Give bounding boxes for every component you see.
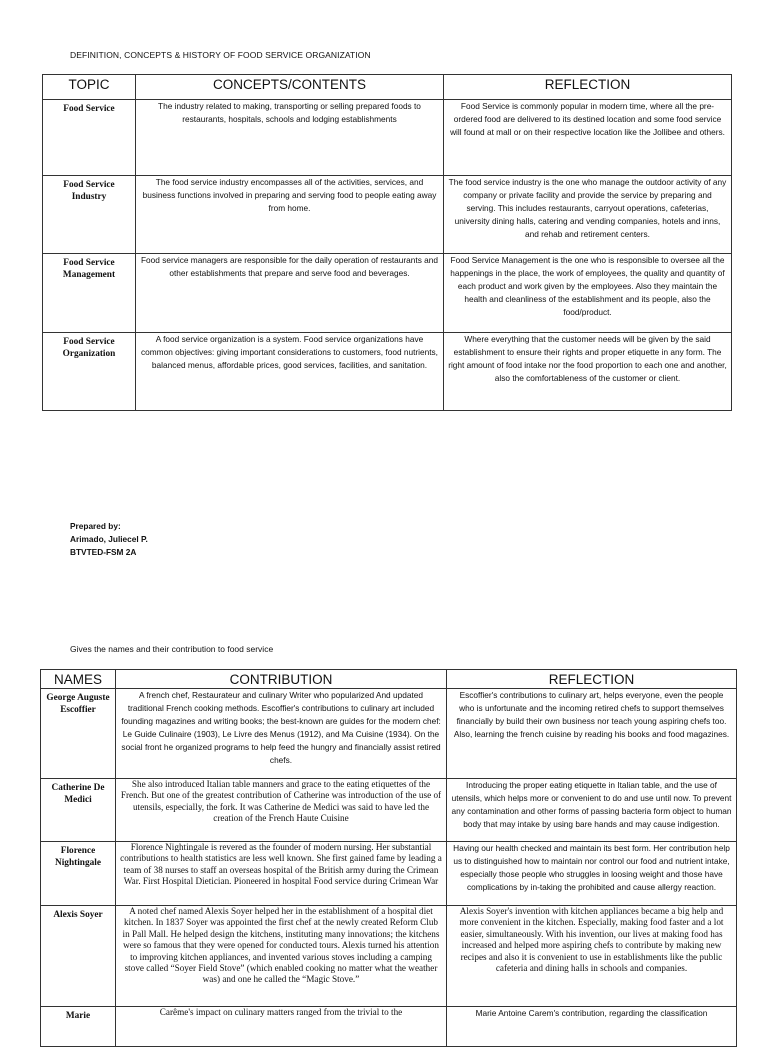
author-section: BTVTED-FSM 2A [70, 547, 137, 557]
contribution-cell: Florence Nightingale is revered as the founder of modern nursing. Her substantial contributions to health statistics are less well known. She first gained fame by leading a team of 38 nurses to staff an overseas hospital of the British army during the Crimean War. First Hospital Dietician. Pioneered in hospital Food service during Crimean War [116, 842, 447, 906]
contributors-table [40, 669, 737, 1047]
table-header-row [43, 75, 732, 100]
topic-cell: Food Service Organization [43, 333, 136, 411]
table-row [41, 1007, 737, 1047]
reflection-cell: The food service industry is the one who manage the outdoor activity of any company or private facility and provide the service by preparing and serving. This includes restaurants, carryout operations, cafeterias, university dining halls, catering and vending companies, hotels and inns, and rehab and retirement centers. [444, 176, 732, 254]
concept-cell: Food service managers are responsible for the daily operation of restaurants and other establishments that prepare and serve food and beverages. [136, 254, 444, 333]
table-row [41, 906, 737, 1007]
topic-cell: Food Service Industry [43, 176, 136, 254]
table-row [41, 842, 737, 906]
reflection-cell: Food Service is commonly popular in modern time, where all the pre-ordered food are delivered to its destined location and some food service will found at mall or on their respective location like the Jollibee and others. [444, 100, 732, 176]
reflection-cell: Food Service Management is the one who is responsible to oversee all the happenings in the place, the work of employees, the quality and quantity of each product and work given by the employees. Also they maintain the health and cleanliness of the establishment and its people, also the food/product. [444, 254, 732, 333]
header-reflection: REFLECTION [444, 75, 732, 100]
header-names: NAMES [41, 670, 116, 689]
concept-cell: A food service organization is a system. Food service organizations have common objectives: giving important considerations to customers, food nutrients, balanced menus, affordable prices, good services, facilities, and sanitation. [136, 333, 444, 411]
table-row [43, 254, 732, 333]
prepared-by-block [70, 520, 148, 559]
prepared-by-label: Prepared by: [70, 521, 121, 531]
name-cell: Catherine De Medici [41, 779, 116, 842]
table-header-row [41, 670, 737, 689]
name-cell: George Auguste Escoffier [41, 689, 116, 779]
header-topic: TOPIC [43, 75, 136, 100]
topic-cell: Food Service Management [43, 254, 136, 333]
name-cell: Florence Nightingale [41, 842, 116, 906]
section-title: Gives the names and their contribution to food service [70, 644, 274, 654]
reflection-cell: Escoffier's contributions to culinary art, helps everyone, even the people who is unfortunate and the incoming retired chefs to support themselves financially by build their own business nor teach young aspiring chefs too. Also, learning the french cuisine by reading his books and food magazines. [447, 689, 737, 779]
author-name: Arimado, Juliecel P. [70, 534, 148, 544]
header-contribution: CONTRIBUTION [116, 670, 447, 689]
header-concepts: CONCEPTS/CONTENTS [136, 75, 444, 100]
contribution-cell: Carême's impact on culinary matters ranged from the trivial to the [116, 1007, 447, 1047]
reflection-cell: Having our health checked and maintain its best form. Her contribution help us to distinguished how to maintain nor control our food and nutrient intake, especially those people who struggles in loosing weight and those have complications by in-taking the prohibited and cause allergy reaction. [447, 842, 737, 906]
concept-cell: The industry related to making, transporting or selling prepared foods to restaurants, hospitals, schools and lodging establishments [136, 100, 444, 176]
food-service-concepts-table [42, 74, 732, 411]
table-row [43, 100, 732, 176]
table-row [43, 176, 732, 254]
table-row [41, 689, 737, 779]
table-row [43, 333, 732, 411]
topic-cell: Food Service [43, 100, 136, 176]
concept-cell: The food service industry encompasses all of the activities, services, and business functions involved in preparing and serving food to people eating away from home. [136, 176, 444, 254]
contribution-cell: A french chef, Restaurateur and culinary Writer who popularized And updated traditional French cooking methods. Escoffier's contributions to culinary art included founding magazines and writing books; the best-known are guides for the modern chef: Le Guide Culinaire (1903), Le Livre des Menus (1912), and Ma Cuisine (1934). On the social front he organized programs to help feed the hungry and financially assist retired chefs. [116, 689, 447, 779]
contribution-cell: A noted chef named Alexis Soyer helped her in the establishment of a hospital diet kitchen. In 1837 Soyer was appointed the first chef at the newly created Reform Club in Pall Mall. He helped design the kitchens, instituting many innovations; the kitchens were so famous that they were opened for conducted tours. Alexis turned his attention to improving kitchen appliances, and invented various stoves including a camping stove called “Soyer Field Stove” (which enabled cooking no matter what the weather was) and one he called the “Magic Stove.” [116, 906, 447, 1007]
name-cell: Alexis Soyer [41, 906, 116, 1007]
reflection-cell: Alexis Soyer's invention with kitchen appliances became a big help and more convenient in the kitchen. Especially, making food faster and a lot easier, simultaneously. With his invention, our lives at making food has increased and helped more aspiring chefs to contribute by making new recipes and also it is convenient to use in establishments like the public cafeteria and dining halls in schools and companies. [447, 906, 737, 1007]
contribution-cell: She also introduced Italian table manners and grace to the eating etiquettes of the French. But one of the greatest contribution of Catherine was introduction of the use of utensils, especially, the fork. It was Catherine de Medici was said to have led the creation of the French Haute Cuisine [116, 779, 447, 842]
reflection-cell: Where everything that the customer needs will be given by the said establishment to ensure their rights and proper etiquette in any form. The right amount of food intake nor the food proportion to each one and another, also the comfortableness of the customer or client. [444, 333, 732, 411]
table-row [41, 779, 737, 842]
name-cell: Marie [41, 1007, 116, 1047]
reflection-cell: Introducing the proper eating etiquette in Italian table, and the use of utensils, which helps more or convenient to do and use until now. To prevent any contamination and other forms of passing bacteria form object to human body that may intake by using bare hands and may cause indigestion. [447, 779, 737, 842]
header-reflection: REFLECTION [447, 670, 737, 689]
document-title: DEFINITION, CONCEPTS & HISTORY OF FOOD SERVICE ORGANIZATION [70, 50, 371, 60]
reflection-cell: Marie Antoine Carem's contribution, regarding the classification [447, 1007, 737, 1047]
